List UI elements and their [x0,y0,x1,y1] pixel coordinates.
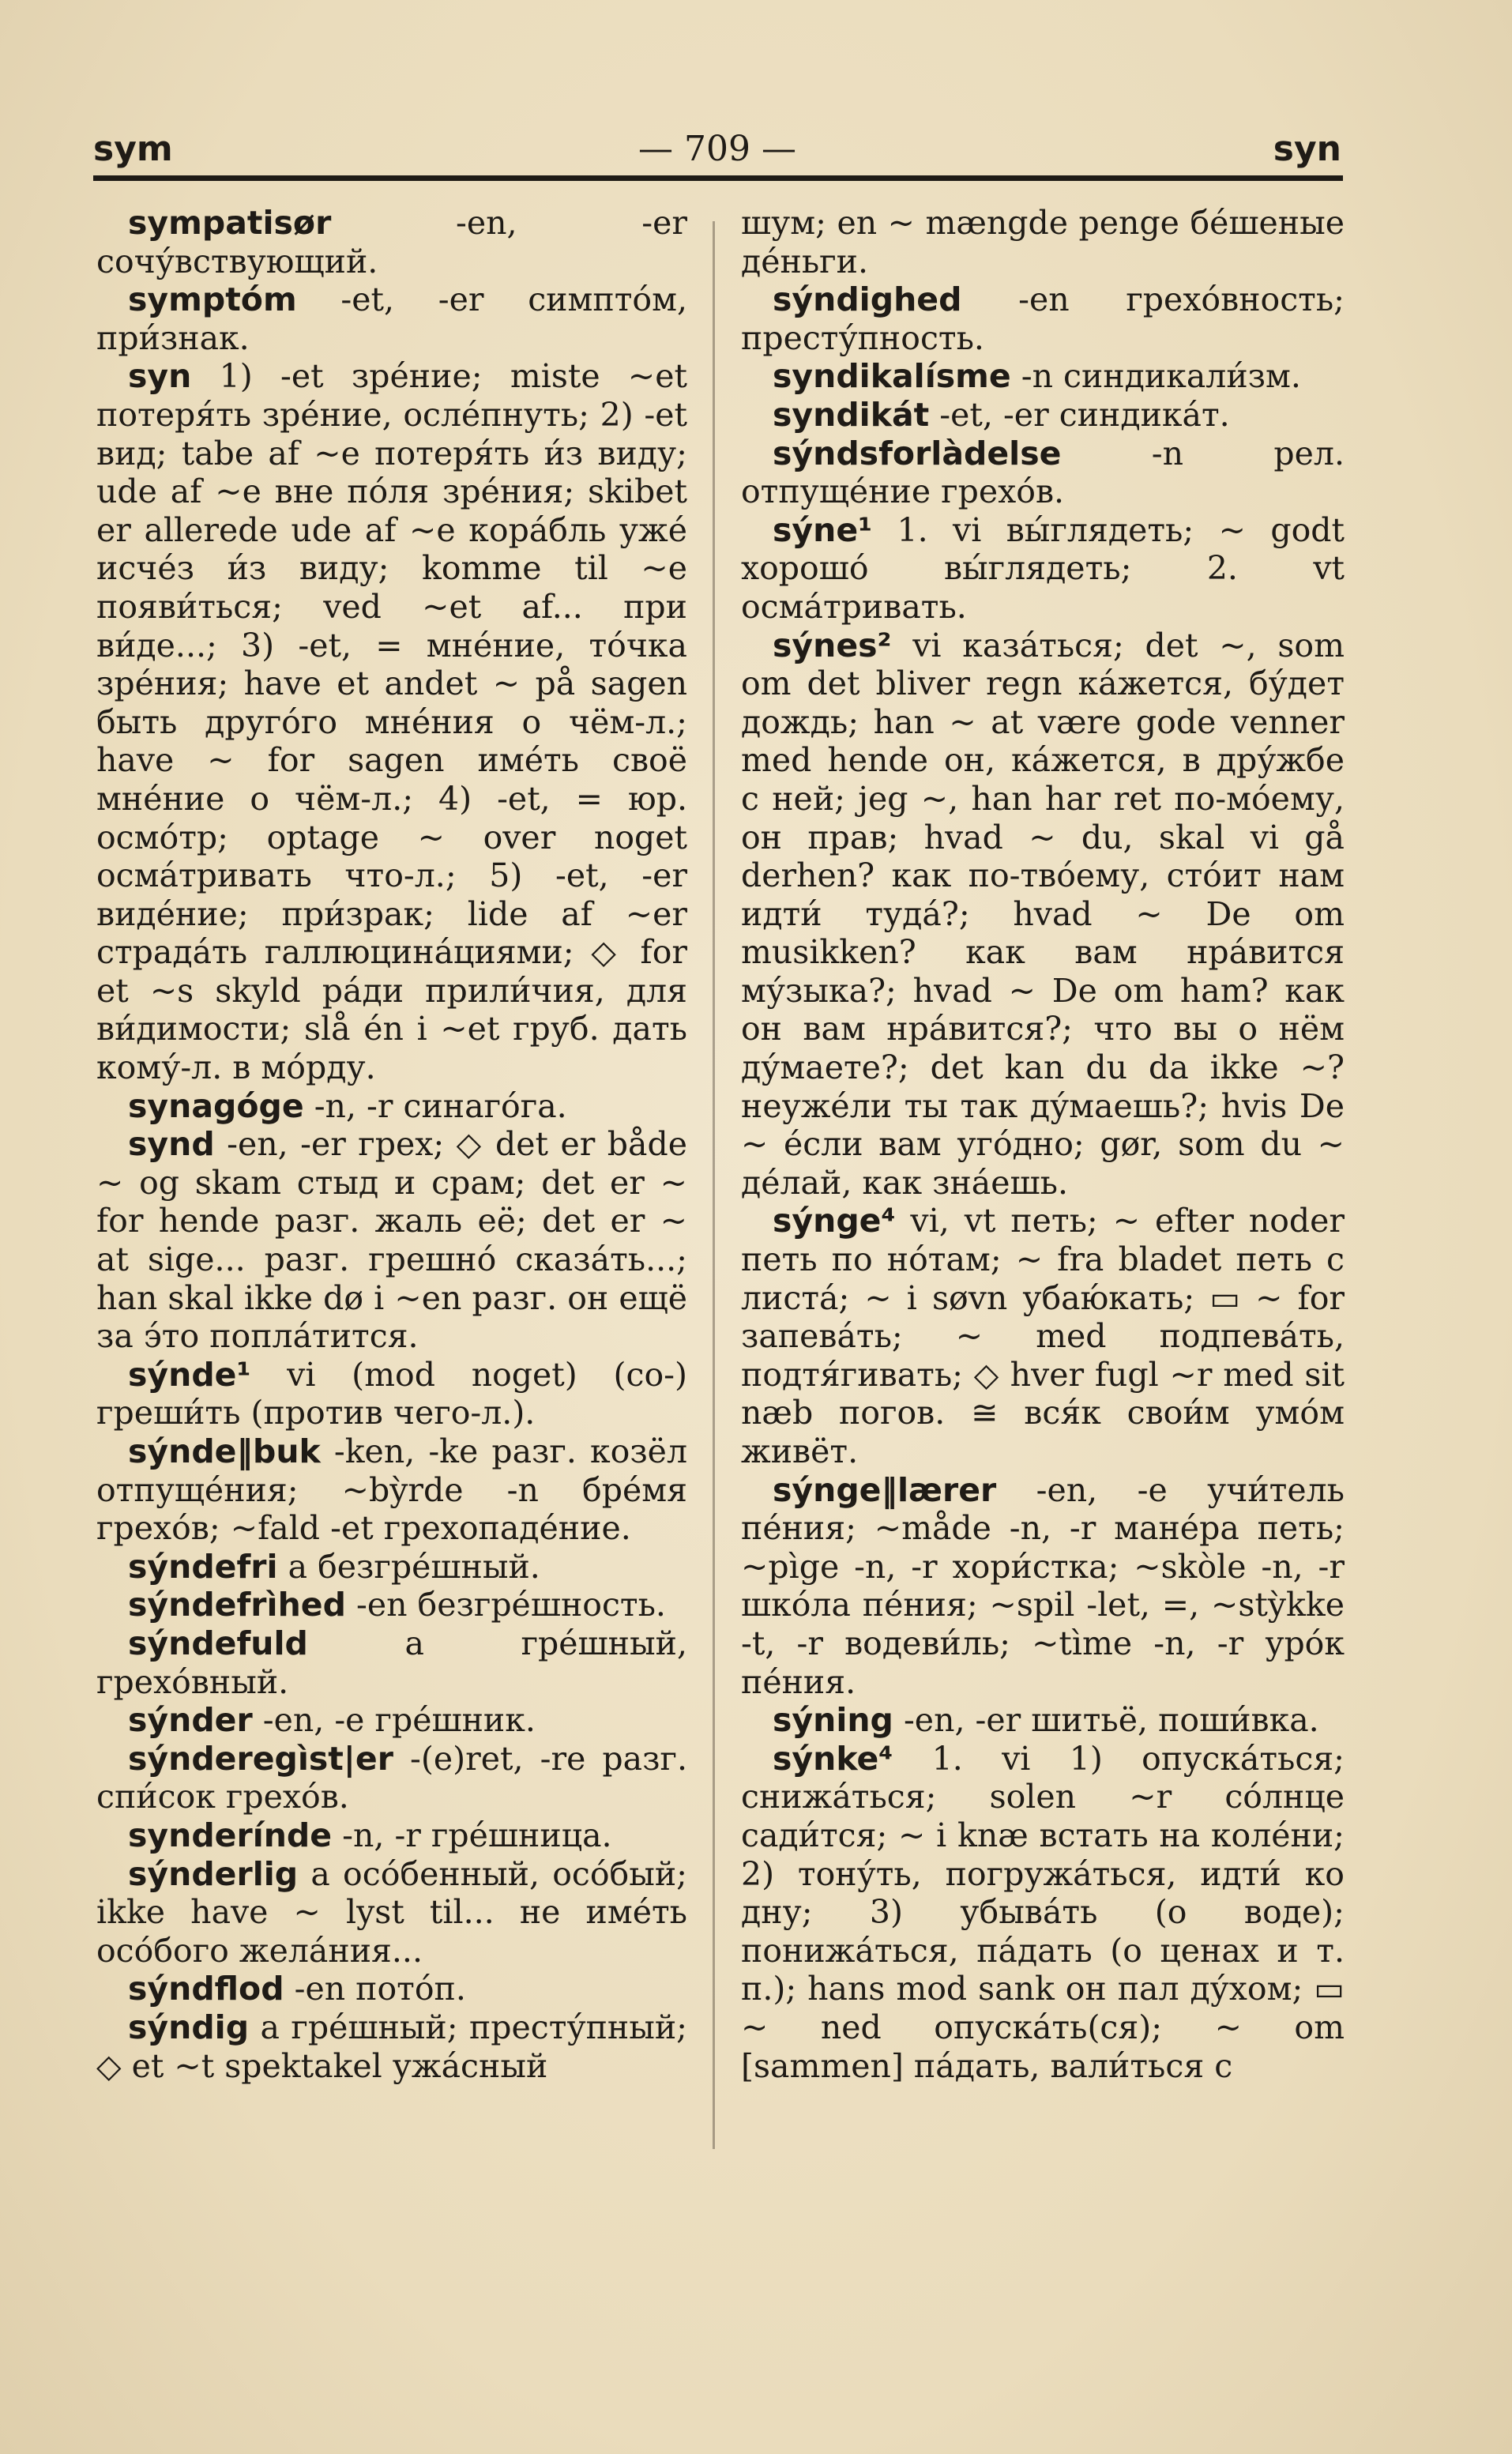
headword: symptóm [128,280,297,319]
page-header [93,119,1341,174]
dictionary-entry [741,435,1345,511]
dictionary-entry [96,1855,687,1970]
dictionary-entry [96,1701,687,1740]
headword: synd [128,1125,215,1164]
headword: sýndefri [128,1547,278,1586]
dictionary-entry [96,1740,687,1816]
entry-definition: -(e)ret, -re разг. спи́сок грехо́в. [96,1739,687,1816]
entry-definition: -en, -e учи́тель пе́ния; ~måde -n, -r мане́ра петь; ~pìge -n, -r хори́стка; ~skòle -n, -r шко́ла пе́ния; ~spil -let, =, ~stỳkke -t, -r водеви́ль; ~tìme -n, -r уро́к пе́ния. [741,1470,1345,1701]
entry-definition: 1. vi 1) опуска́ться; снижа́ться; solen ~r со́лнце сади́тся; ~ i knæ встать на коле́ни; 2) тону́ть, погружа́ться, идти́ ко дну; 3) убыва́ть (о воде); понижа́ться, па́дать (о ценах и т. п.); hans mod sank он пал ду́хом; ▭ ~ ned опуска́ть(ся); ~ om [sammen] па́дать, вали́ться с [741,1739,1345,2085]
entry-definition: -n синдикали́зм. [1010,357,1301,396]
dictionary-entry [96,1432,687,1548]
entry-definition: vi, vt петь; ~ efter noder петь по но́там; ~ fra bladet петь с листа́; ~ i søvn убаю́кать; ▭ ~ for запева́ть; ~ med подпева́ть, подтя́гивать; ◇ hver fugl ~r med sit næb погов. ≅ вся́к свои́м умо́м живёт. [741,1202,1345,1470]
headword: sýnde‖buk [128,1432,321,1470]
dictionary-entry [741,1740,1345,2085]
header-left-guide-word: sym [93,129,173,169]
entry-definition: vi каза́ться; det ~, som om det bliver regn ка́жется, бу́дет дождь; han ~ at være gode venner med hende он, ка́жется, в дру́жбе с ней; jeg ~, han har ret по-мо́ему, он прав; hvad ~ du, skal vi gå derhen? как по-тво́ему, сто́ит нам идти́ туда́?; hvad ~ De om musikken? как вам нра́вится му́зыка?; hvad ~ De om ham? как он вам нра́вится?; что вы о нём ду́маете?; det kan du da ikke ~? неуже́ли ты так ду́маешь?; hvis De ~ е́сли вам уго́дно; gør, som du ~ де́лай, как зна́ешь. [741,626,1345,1202]
headword: sýndefrìhed [128,1586,346,1624]
headword: sýnge⁴ [773,1202,896,1240]
dictionary-entry [741,1471,1345,1702]
headword: sýnderlig [128,1854,299,1893]
entry-definition: a осо́бенный, осо́бый; ikke have ~ lyst til... не име́ть осо́бого жела́ния... [96,1854,687,1970]
headword: sýnge‖lærer [773,1470,997,1509]
dictionary-entry-continuation [741,204,1345,280]
entry-definition: 1. vi вы́глядеть; ~ godt хорошо́ вы́глядеть; 2. vt осма́тривать. [741,510,1345,626]
entry-definition: -en грехо́вность; престу́пность. [741,280,1345,357]
headword: sýnke⁴ [773,1739,893,1778]
entry-definition: -en пото́п. [284,1970,466,2008]
entry-definition: vi (mod noget) (со-) греши́ть (против чего-л.). [96,1355,687,1432]
dictionary-entry [96,1356,687,1432]
dictionary-entry [741,627,1345,1203]
entry-definition: a безгре́шный. [277,1547,540,1586]
entry-definition: -en, -er сочу́вствующий. [96,204,687,280]
entry-definition: -et, -er симпто́м, при́знак. [96,280,687,357]
headword: sýndflod [128,1970,284,2008]
dictionary-entry [96,204,687,280]
dictionary-entry [96,1586,687,1624]
entry-definition: -en, -e гре́шник. [252,1701,536,1740]
dictionary-entry [96,1816,687,1855]
dictionary-entry [96,357,687,1086]
entry-definition: -n, -r синаго́га. [303,1086,567,1125]
dictionary-entry [741,1701,1345,1740]
entry-definition: -et, -er синдика́т. [929,395,1230,434]
headword: sympatisør [128,204,332,242]
headword: sýndighed [773,280,962,319]
entry-definition: a гре́шный; престу́пный; ◇ et ~t spektakel ужа́сный [96,2008,687,2085]
headword: sýndefuld [128,1624,308,1662]
entry-definition: -n рел. отпуще́ние грехо́в. [741,434,1345,511]
dictionary-entry [96,1548,687,1586]
dictionary-entry [96,1087,687,1126]
headword: synagóge [128,1086,304,1125]
dictionary-entry [96,2008,687,2085]
entry-definition: -en, -er грех; ◇ det er både ~ og skam стыд и срам; det er ~ for hende разг. жаль её; det er ~ at sige... разг. грешно́ сказа́ть...; han skal ikke dø i ~en разг. он ещё за э́то попла́тится. [96,1125,687,1356]
dictionary-entry [741,511,1345,627]
headword: syndikalísme [773,357,1011,396]
entry-definition: шум; en ~ mængde penge бе́шеные де́ньги. [741,204,1345,280]
column-divider [713,221,715,2149]
headword: syn [128,357,192,396]
dictionary-entry [96,280,687,357]
dictionary-entry [741,280,1345,357]
right-column [741,204,1345,2085]
headword: sýndsforlàdelse [773,434,1062,472]
headword: sýnes² [773,626,892,664]
dictionary-entry [96,1624,687,1701]
dictionary-entry [741,1202,1345,1470]
headword: synderínde [128,1816,333,1854]
entry-definition: 1) -et зре́ние; miste ~et потеря́ть зре́ние, осле́пнуть; 2) -et вид; tabe af ~e потеря́ть и́з виду; ude af ~e вне по́ля зре́ния; skibet er allerede ude af ~e кора́бль уже́ исче́з и́з виду; komme til ~e появи́ться; ved ~et af... при ви́де...; 3) -et, = мне́ние, то́чка зре́ния; have et andet ~ på sagen быть друго́го мне́ния о чём-л.; have ~ for sagen име́ть своё мне́ние о чём-л.; 4) -et, = юр. осмо́тр; optage ~ over noget осма́тривать что-л.; 5) -et, -er виде́ние; при́зрак; lide af ~er страда́ть галлюцина́циями; ◇ for et ~s skyld ра́ди прили́чия, для ви́димости; slå én i ~et груб. дать кому́-л. в мо́рду. [96,357,687,1087]
dictionary-entry [741,396,1345,435]
header-rule [93,175,1343,181]
headword: sýne¹ [773,510,873,549]
entry-definition: -en, -er шитьё, поши́вка. [893,1701,1319,1740]
dictionary-entry [741,357,1345,396]
headword: syndikát [773,395,930,434]
headword: sýnde¹ [128,1355,251,1394]
dictionary-entry [96,1970,687,2008]
page-number: — 709 — [638,129,796,169]
headword: sýndig [128,2008,250,2046]
headword: sýnderegìst|er [128,1739,393,1778]
entry-definition: a гре́шный, грехо́вный. [96,1624,687,1701]
left-column [96,204,687,2085]
entry-definition: -n, -r гре́шница. [332,1816,612,1854]
entry-definition: -ken, -ke разг. козёл отпуще́ния; ~bỳrde -n бре́мя грехо́в; ~fald -et грехопаде́ние. [96,1432,687,1548]
header-right-guide-word: syn [1273,129,1341,169]
headword: sýning [773,1701,893,1740]
entry-definition: -en безгре́шность. [345,1586,666,1624]
headword: sýnder [128,1701,253,1740]
dictionary-entry [96,1125,687,1356]
